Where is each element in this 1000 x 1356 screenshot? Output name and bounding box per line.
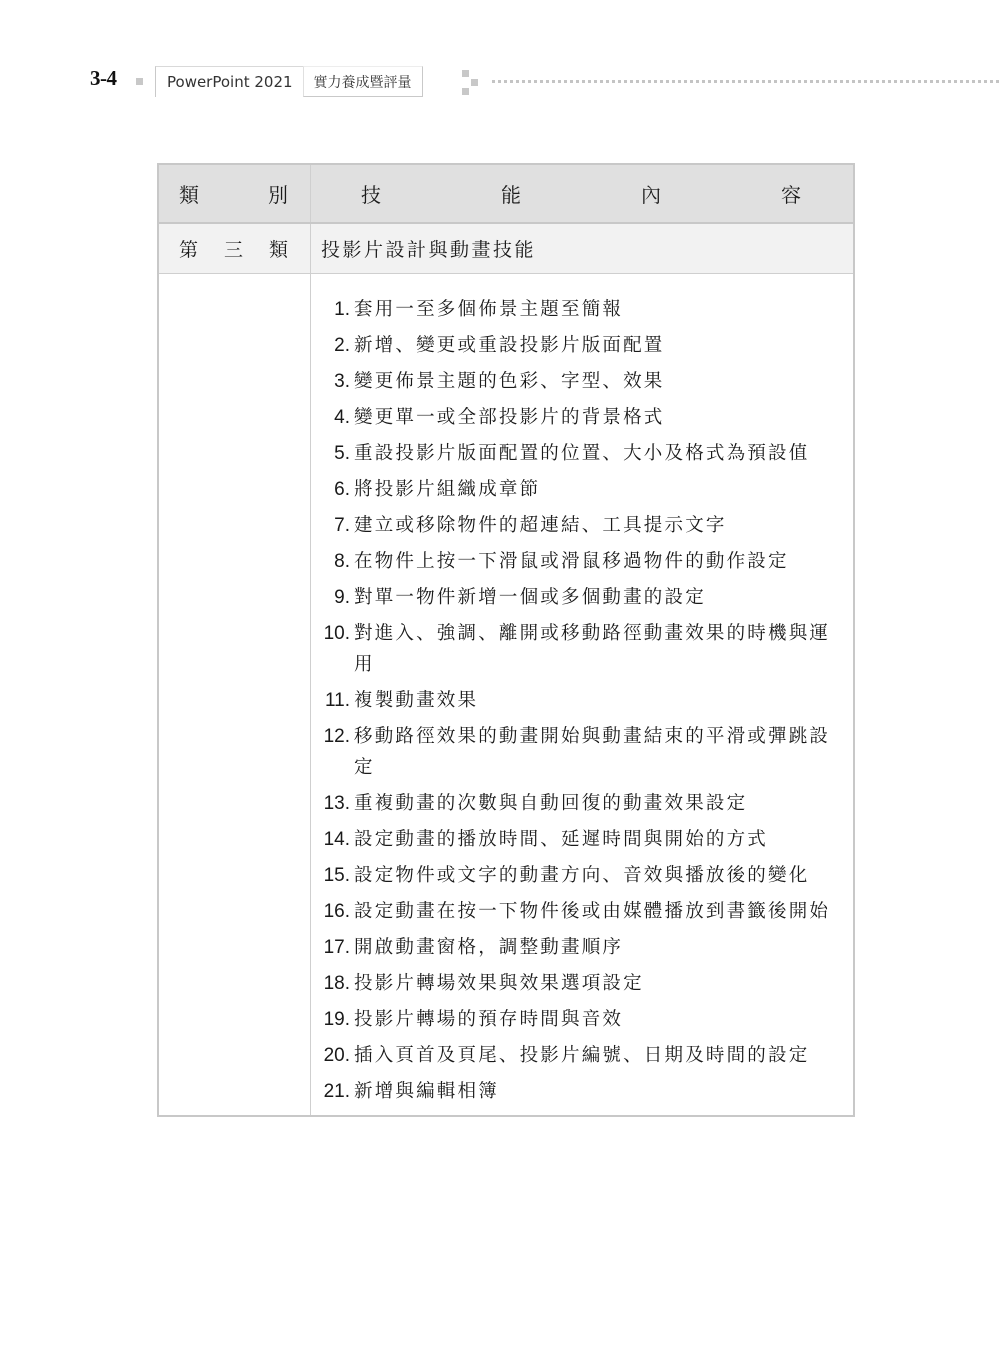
item-text: 重設投影片版面配置的位置、大小及格式為預設值 — [354, 443, 810, 464]
item-number: 1. — [334, 299, 350, 320]
skills-cell — [311, 274, 853, 1115]
item-text: 設定動畫的播放時間、延遲時間與開始的方式 — [354, 829, 769, 850]
header-char: 容 — [781, 183, 801, 207]
item-number: 12. — [323, 726, 350, 747]
list-item — [311, 685, 853, 716]
item-text: 套用一至多個佈景主題至簡報 — [354, 299, 624, 320]
book-title: PowerPoint 2021 — [155, 66, 303, 97]
book-subtitle: 實力養成暨評量 — [303, 66, 423, 97]
list-item — [311, 582, 853, 613]
category-row — [159, 224, 853, 274]
item-text: 對進入、強調、離開或移動路徑動畫效果的時機與運用 — [354, 623, 831, 675]
item-number: 13. — [323, 793, 350, 814]
category-char: 類 — [268, 239, 288, 261]
skill-list — [311, 274, 853, 1107]
page-header — [0, 0, 1000, 110]
item-number: 21. — [323, 1081, 350, 1102]
separator-square-icon — [136, 78, 143, 85]
list-item — [311, 1076, 853, 1107]
item-number: 5. — [334, 443, 350, 464]
item-text: 投影片轉場的預存時間與音效 — [354, 1009, 624, 1030]
item-text: 將投影片組織成章節 — [354, 479, 541, 500]
list-item — [311, 474, 853, 505]
item-text: 建立或移除物件的超連結、工具提示文字 — [354, 515, 727, 536]
running-title — [155, 66, 423, 97]
list-item — [311, 366, 853, 397]
header-content-cell — [311, 165, 853, 222]
category-title-cell — [311, 224, 853, 273]
list-item — [311, 1004, 853, 1035]
item-text: 投影片轉場效果與效果選項設定 — [354, 973, 644, 994]
item-number: 16. — [323, 901, 350, 922]
header-char: 技 — [361, 183, 381, 207]
item-text: 插入頁首及頁尾、投影片編號、日期及時間的設定 — [354, 1045, 810, 1066]
item-text: 在物件上按一下滑鼠或滑鼠移過物件的動作設定 — [354, 551, 789, 572]
item-number: 11. — [324, 690, 350, 711]
item-text: 對單一物件新增一個或多個動畫的設定 — [354, 587, 706, 608]
list-item — [311, 860, 853, 891]
list-item — [311, 721, 853, 783]
skills-body-row — [159, 274, 853, 1115]
item-text: 變更佈景主題的色彩、字型、效果 — [354, 371, 665, 392]
item-number: 7. — [334, 515, 350, 536]
item-number: 2. — [334, 335, 350, 356]
item-number: 9. — [334, 587, 350, 608]
item-number: 17. — [323, 937, 350, 958]
list-item — [311, 402, 853, 433]
list-item — [311, 510, 853, 541]
item-text: 新增與編輯相簿 — [354, 1081, 499, 1102]
skill-table — [157, 163, 855, 1117]
item-number: 4. — [334, 407, 350, 428]
item-text: 移動路徑效果的動畫開始與動畫結束的平滑或彈跳設定 — [354, 726, 831, 778]
item-number: 6. — [334, 479, 350, 500]
list-item — [311, 824, 853, 855]
item-number: 10. — [323, 623, 350, 644]
category-label-cell — [159, 224, 311, 273]
category-char: 三 — [223, 239, 243, 261]
list-item — [311, 294, 853, 325]
table-header-row — [159, 165, 853, 224]
list-item — [311, 438, 853, 469]
header-char: 別 — [268, 183, 288, 207]
item-text: 新增、變更或重設投影片版面配置 — [354, 335, 665, 356]
page-number: 3-4 — [90, 66, 117, 90]
category-title: 投影片設計與動畫技能 — [321, 239, 537, 261]
header-category-cell — [159, 165, 311, 222]
list-item — [311, 896, 853, 927]
item-number: 20. — [323, 1045, 350, 1066]
header-char: 內 — [641, 183, 661, 207]
item-number: 15. — [323, 865, 350, 886]
item-number: 14. — [323, 829, 350, 850]
item-text: 設定動畫在按一下物件後或由媒體播放到書籤後開始 — [354, 901, 831, 922]
item-text: 重複動畫的次數與自動回復的動畫效果設定 — [354, 793, 748, 814]
decorative-squares-icon — [462, 70, 482, 98]
item-number: 18. — [323, 973, 350, 994]
item-number: 19. — [323, 1009, 350, 1030]
item-text: 變更單一或全部投影片的背景格式 — [354, 407, 665, 428]
item-number: 8. — [334, 551, 350, 572]
list-item — [311, 932, 853, 963]
dotted-rule — [492, 80, 1000, 83]
list-item — [311, 546, 853, 577]
empty-category-cell — [159, 274, 311, 1115]
item-text: 開啟動畫窗格，調整動畫順序 — [354, 937, 624, 958]
list-item — [311, 330, 853, 361]
header-char: 類 — [179, 183, 199, 207]
list-item — [311, 618, 853, 680]
item-number: 3. — [334, 371, 350, 392]
item-text: 設定物件或文字的動畫方向、音效與播放後的變化 — [354, 865, 810, 886]
list-item — [311, 968, 853, 999]
category-char: 第 — [179, 239, 199, 261]
list-item — [311, 788, 853, 819]
item-text: 複製動畫效果 — [354, 690, 479, 711]
header-char: 能 — [501, 183, 521, 207]
list-item — [311, 1040, 853, 1071]
